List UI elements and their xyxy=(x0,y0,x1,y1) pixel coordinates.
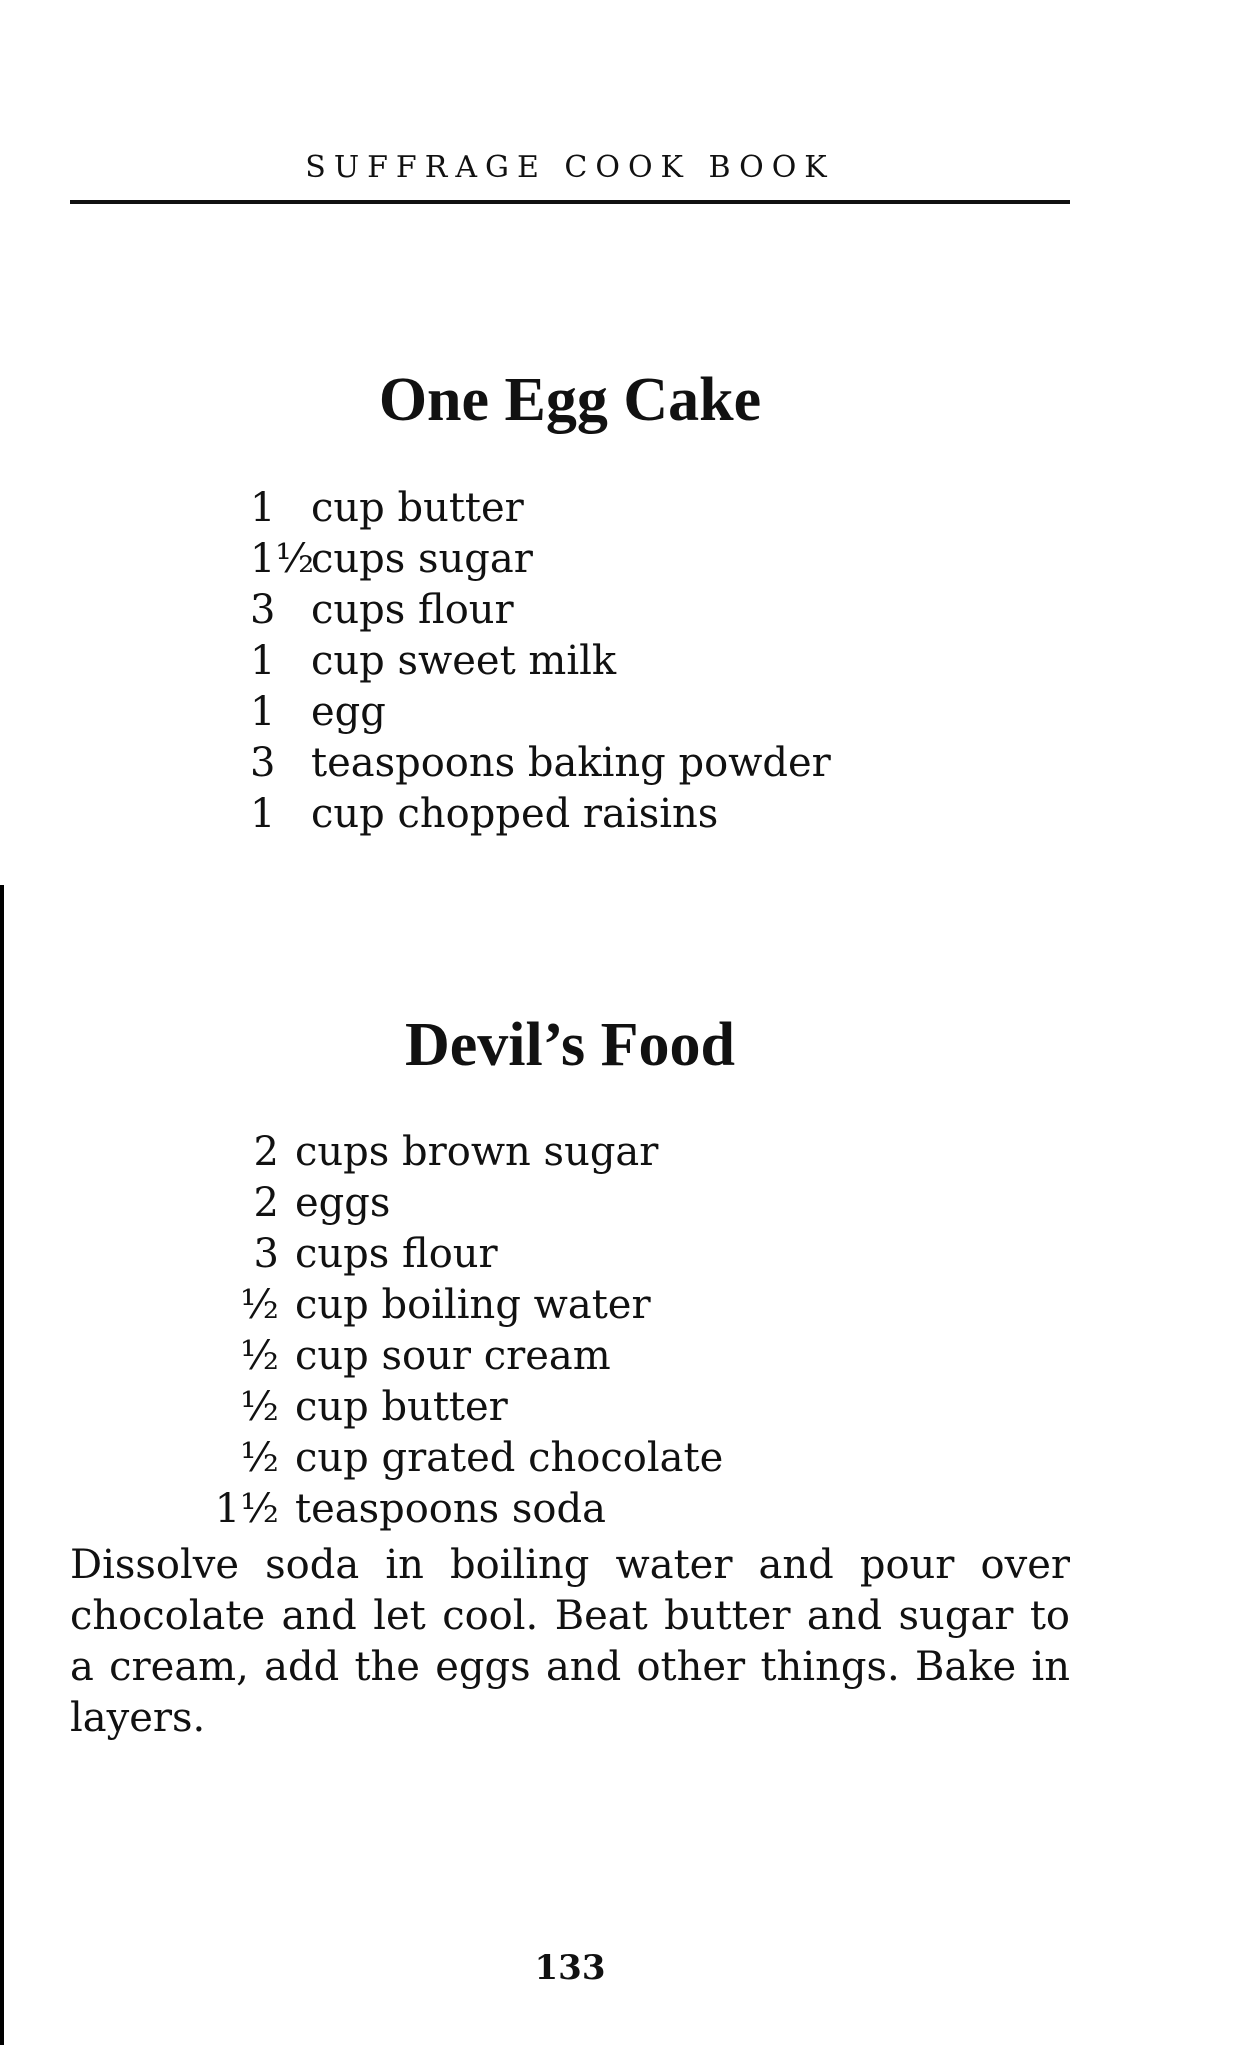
ingredient-row xyxy=(197,1484,723,1535)
ingredient-quantity: ½ xyxy=(240,1384,279,1430)
ingredient-row xyxy=(250,687,831,738)
recipe-instructions: Dissolve soda in boiling water and pour over chocolate and let cool. Beat butter and sugar to a cream, add the eggs and other things. Bake in layers. xyxy=(70,1542,1070,1741)
ingredient-name: teaspoons baking powder xyxy=(311,740,831,786)
ingredient-quantity: 3 xyxy=(253,1231,279,1277)
header-rule xyxy=(70,200,1070,204)
ingredient-quantity: 1½ xyxy=(214,1486,279,1532)
ingredient-quantity: 3 xyxy=(250,740,276,786)
ingredient-name: cup sour cream xyxy=(295,1333,611,1379)
ingredient-name: cups brown sugar xyxy=(295,1129,659,1175)
ingredient-row xyxy=(250,483,831,534)
ingredient-name: cup sweet milk xyxy=(311,638,617,684)
ingredient-name: teaspoons soda xyxy=(295,1486,606,1532)
ingredient-row xyxy=(197,1280,723,1331)
ingredient-name: cups flour xyxy=(311,587,514,633)
ingredient-name: eggs xyxy=(295,1180,391,1226)
page-number: 133 xyxy=(534,1948,606,1988)
ingredient-row xyxy=(250,534,831,585)
ingredient-name: cups sugar xyxy=(311,536,533,582)
ingredient-quantity: 2 xyxy=(253,1129,279,1175)
ingredient-quantity: 3 xyxy=(250,587,276,633)
ingredient-quantity: ½ xyxy=(240,1333,279,1379)
ingredient-quantity: ½ xyxy=(240,1282,279,1328)
ingredient-name: cup butter xyxy=(295,1384,508,1430)
ingredient-list-one-egg-cake xyxy=(250,483,831,840)
ingredient-quantity: 1 xyxy=(250,791,276,837)
running-head: SUFFRAGE COOK BOOK xyxy=(305,150,835,185)
ingredient-name: cup butter xyxy=(311,485,524,531)
ingredient-row xyxy=(197,1229,723,1280)
ingredient-quantity: 2 xyxy=(253,1180,279,1226)
ingredient-list-devils-food xyxy=(197,1127,723,1535)
ingredient-name: egg xyxy=(311,689,386,735)
ingredient-quantity: 1 xyxy=(250,638,276,684)
ingredient-row xyxy=(197,1382,723,1433)
ingredient-quantity: 1 xyxy=(250,689,276,735)
ingredient-row xyxy=(250,738,831,789)
recipe-title-one-egg-cake: One Egg Cake xyxy=(378,366,762,434)
ingredient-row xyxy=(197,1127,723,1178)
ingredient-row xyxy=(197,1433,723,1484)
ingredient-row xyxy=(250,636,831,687)
ingredient-name: cup chopped raisins xyxy=(311,791,719,837)
page-edge-shadow xyxy=(0,885,4,2045)
ingredient-quantity: 1 xyxy=(250,485,276,531)
ingredient-quantity: ½ xyxy=(240,1435,279,1481)
ingredient-row xyxy=(250,585,831,636)
ingredient-name: cup grated chocolate xyxy=(295,1435,724,1481)
ingredient-name: cup boiling water xyxy=(295,1282,651,1328)
ingredient-row xyxy=(197,1178,723,1229)
ingredient-row xyxy=(250,789,831,840)
recipe-title-devils-food: Devil’s Food xyxy=(404,1011,736,1079)
ingredient-row xyxy=(197,1331,723,1382)
ingredient-quantity: 1½ xyxy=(250,536,315,582)
ingredient-name: cups flour xyxy=(295,1231,498,1277)
